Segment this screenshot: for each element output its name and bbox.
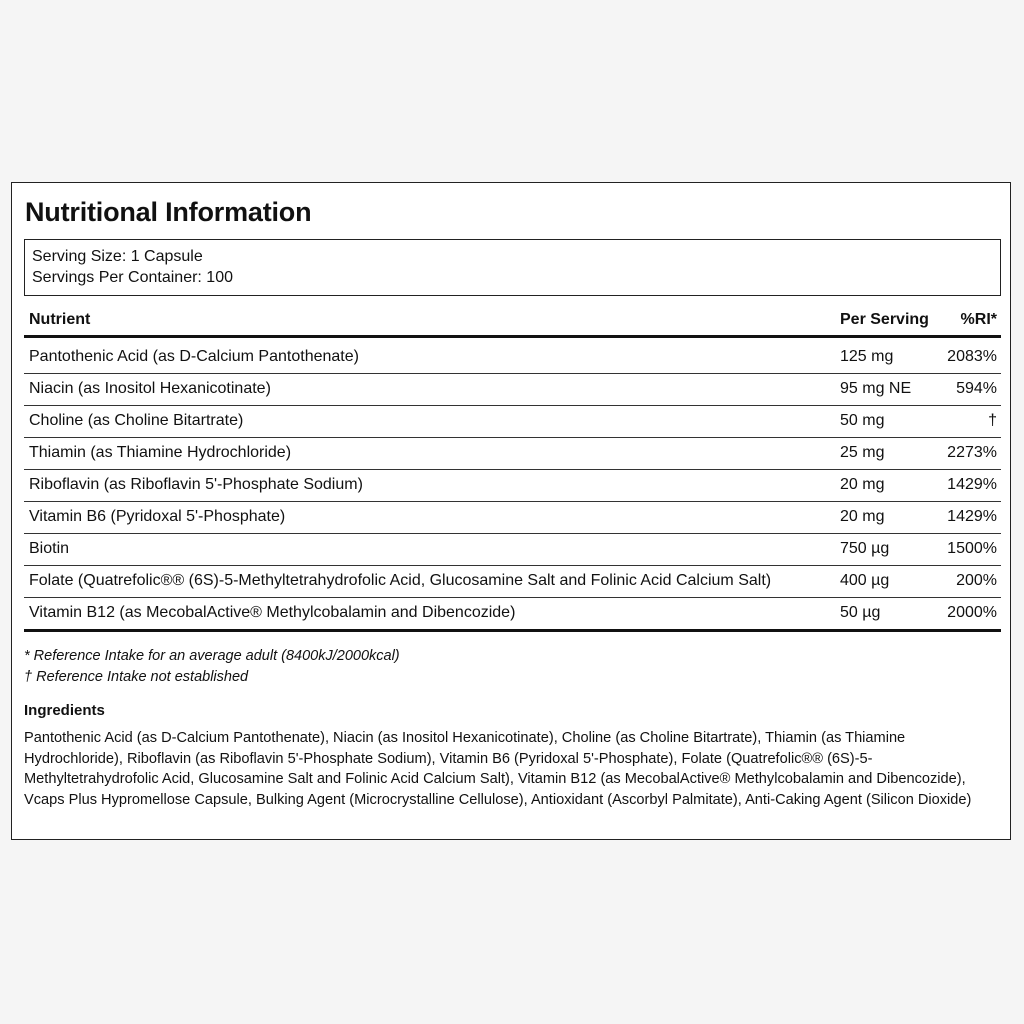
table-row — [24, 406, 1001, 438]
table-row — [24, 470, 1001, 502]
per-serving-value: 95 mg NE — [840, 380, 912, 397]
per-serving-value: 20 mg — [840, 508, 885, 525]
table-row — [24, 374, 1001, 406]
per-serving-value: 20 mg — [840, 476, 885, 493]
ri-footnote: * Reference Intake for an average adult (8400kJ/2000kcal) — [24, 648, 400, 664]
ri-value: 2000% — [947, 604, 997, 621]
serving-info-box — [24, 239, 1001, 296]
serving-size: Serving Size: 1 Capsule — [32, 248, 203, 265]
nutrient-name: Niacin (as Inositol Hexanicotinate) — [29, 380, 271, 397]
table-header — [24, 304, 1001, 338]
nutrient-name: Riboflavin (as Riboflavin 5'-Phosphate Sodium) — [29, 476, 363, 493]
header-nutrient: Nutrient — [29, 311, 91, 328]
header-ri: %RI* — [960, 311, 997, 328]
ri-value: 1500% — [947, 540, 997, 557]
nutrient-name: Biotin — [29, 540, 70, 557]
page-title: Nutritional Information — [25, 197, 312, 227]
nutrient-name: Choline (as Choline Bitartrate) — [29, 412, 244, 429]
ri-value: † — [988, 412, 997, 429]
dagger-footnote: † Reference Intake not established — [24, 669, 249, 685]
ri-value: 2273% — [947, 444, 997, 461]
header-per-serving: Per Serving — [840, 311, 929, 328]
nutrient-name: Vitamin B12 (as MecobalActive® Methylcobalamin and Dibencozide) — [29, 604, 516, 621]
ri-value: 1429% — [947, 508, 997, 525]
ingredients-heading: Ingredients — [24, 702, 105, 719]
nutrient-name: Thiamin (as Thiamine Hydrochloride) — [29, 444, 292, 461]
nutrient-name: Vitamin B6 (Pyridoxal 5'-Phosphate) — [29, 508, 286, 525]
ri-value: 2083% — [947, 348, 997, 365]
per-serving-value: 400 µg — [840, 572, 890, 589]
per-serving-value: 50 mg — [840, 412, 885, 429]
ri-value: 200% — [956, 572, 997, 589]
table-row — [24, 598, 1001, 632]
table-row — [24, 438, 1001, 470]
footnotes — [24, 646, 400, 688]
per-serving-value: 125 mg — [840, 348, 894, 365]
table-row — [24, 342, 1001, 374]
nutrient-name: Pantothenic Acid (as D-Calcium Pantothenate) — [29, 348, 359, 365]
table-row — [24, 502, 1001, 534]
servings-per-container: Servings Per Container: 100 — [32, 269, 233, 286]
per-serving-value: 750 µg — [840, 540, 890, 557]
table-row — [24, 534, 1001, 566]
ri-value: 594% — [956, 380, 997, 397]
nutrition-panel — [11, 182, 1011, 840]
nutrient-table — [24, 304, 1001, 632]
table-row — [24, 566, 1001, 598]
ingredients-text: Pantothenic Acid (as D-Calcium Pantothenate), Niacin (as Inositol Hexanicotinate), Choline (as Choline Bitartrate), Thiamin (as Thiamine Hydrochloride), Riboflavin (as Riboflavin 5'-Phosphate Sodium), Vitamin B6 (Pyridoxal 5'-Phosphate), Folate (Quatrefolic®® (6S)-5-Methyltetrahydrofolic Acid, Glucosamine Salt and Folinic Acid Calcium Salt), Vitamin B12 (as MecobalActive® Methylcobalamin and Dibencozide), Vcaps Plus Hypromellose Capsule, Bulking Agent (Microcrystalline Cellulose), Antioxidant (Ascorbyl Palmitate), Anti-Caking Agent (Silicon Dioxide) — [24, 730, 972, 809]
per-serving-value: 50 µg — [840, 604, 881, 621]
nutrient-name: Folate (Quatrefolic®® (6S)-5-Methyltetrahydrofolic Acid, Glucosamine Salt and Folinic Acid Calcium Salt) — [29, 572, 772, 589]
per-serving-value: 25 mg — [840, 444, 885, 461]
ri-value: 1429% — [947, 476, 997, 493]
